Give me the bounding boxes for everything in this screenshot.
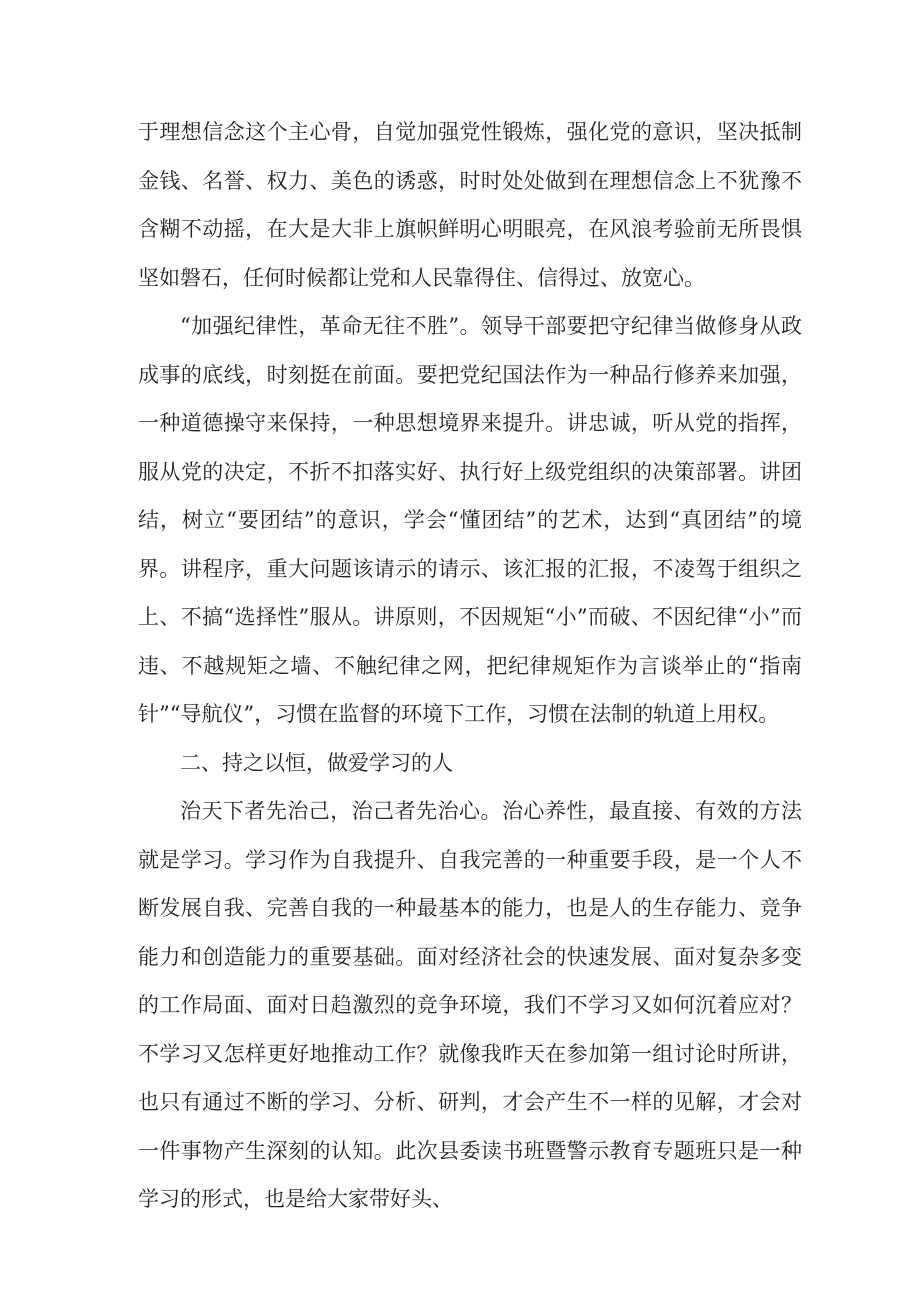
paragraph-discipline: “加强纪律性，革命无往不胜”。领导干部要把守纪律当做修身从政成事的底线，时刻挺在前面。要把党纪国法作为一种品行修养来加强，一种道德操守来保持，一种思想境界来提升。讲忠诚，听从党的指挥，服从党的决定，不折不扣落实好、执行好上级党组织的决策部署。讲团结，树立“要团结”的意识，学会“懂团结”的艺术，达到“真团结”的境界。讲程序，重大问题该请示的请示、该汇报的汇报，不凌驾于组织之上、不搞“选择性”服从。讲原则，不因规矩“小”而破、不因纪律“小”而违、不越规矩之墙、不触纪律之网，把纪律规矩作为言谈举止的“指南针”“导航仪”，习惯在监督的环境下工作，习惯在法制的轨道上用权。 — [138, 314, 802, 726]
section-heading-learning: 二、持之以恒，做爱学习的人 — [180, 750, 453, 775]
paragraph-learning: 治天下者先治己，治己者先治心。治心养性，最直接、有效的方法就是学习。学习作为自我提升、自我完善的一种重要手段，是一个人不断发展自我、完善自我的一种最基本的能力，也是人的生存能力、竞争能力和创造能力的重要基础。面对经济社会的快速发展、面对复杂多变的工作局面、面对日趋激烈的竞争环境，我们不学习又如何沉着应对？不学习又怎样更好地推动工作？就像我昨天在参加第一组讨论时所讲，也只有通过不断的学习、分析、研判，才会产生不一样的见解，才会对一件事物产生深刻的认知。此次县委读书班暨警示教育专题班只是一种学习的形式，也是给大家带好头、 — [138, 799, 802, 1211]
document-body — [138, 108, 802, 1224]
paragraph-continuation: 于理想信念这个主心骨，自觉加强党性锻炼，强化党的意识，坚决抵制金钱、名誉、权力、美色的诱惑，时时处处做到在理想信念上不犹豫不含糊不动摇，在大是大非上旗帜鲜明心明眼亮，在风浪考验前无所畏惧坚如磐石，任何时候都让党和人民靠得住、信得过、放宽心。 — [138, 120, 802, 290]
